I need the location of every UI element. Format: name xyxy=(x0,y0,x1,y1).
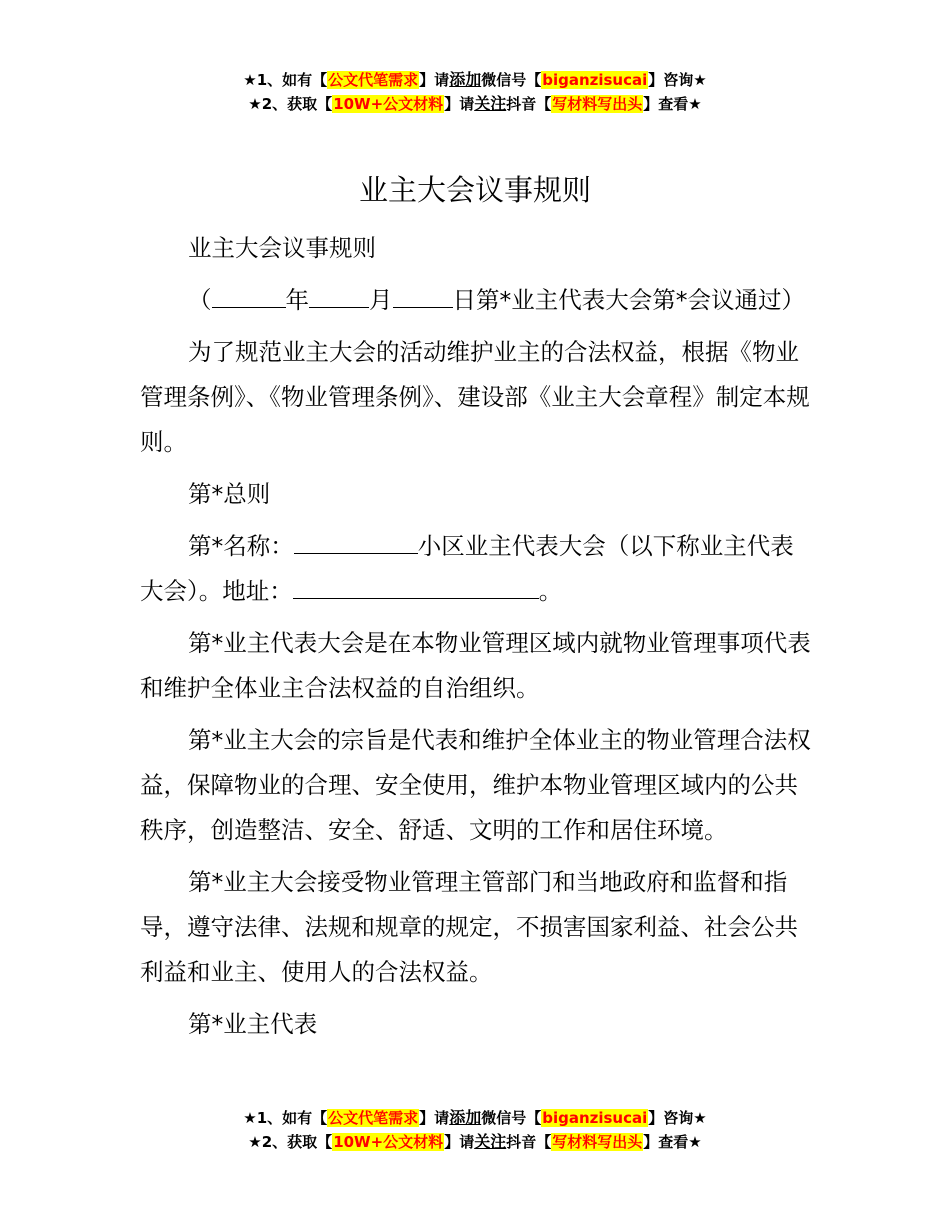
chapter-representatives: 第*业主代表 xyxy=(188,1010,318,1038)
highlight-service: 公文代笔需求 xyxy=(328,71,419,89)
highlight-douyin-id: 写材料写出头 xyxy=(552,1133,643,1151)
paragraph-supervision: 第*业主大会接受物业管理主管部门和当地政府和监督和指导，遵守法律、法规和规章的规定，不损害国家利益、社会公共利益和业主、使用人的合法权益。 xyxy=(140,868,798,986)
highlight-wechat-id: biganzisucai xyxy=(542,1109,648,1127)
blank-address xyxy=(293,572,539,599)
banner-text: 】查看★ xyxy=(643,95,702,113)
highlight-service: 公文代笔需求 xyxy=(328,1109,419,1127)
paragraph-organization: 第*业主代表大会是在本物业管理区域内就物业管理事项代表和维护全体业主合法权益的自治组织。 xyxy=(140,629,811,702)
highlight-materials: 10W+公文材料 xyxy=(333,95,444,113)
paren-open: （ xyxy=(188,286,212,314)
banner-emphasis: 添加 xyxy=(449,70,482,89)
blank-day xyxy=(393,281,453,308)
blank-community-name xyxy=(294,527,418,554)
label-year: 年 xyxy=(285,286,309,314)
banner-text: ★2、获取【 xyxy=(248,1133,333,1151)
header-banner xyxy=(0,68,950,116)
banner-text: 】咨询★ xyxy=(648,71,707,89)
chapter-general: 第*总则 xyxy=(188,480,271,508)
highlight-wechat-id: biganzisucai xyxy=(542,71,648,89)
banner-text: 微信号【 xyxy=(481,1109,542,1127)
banner-text: 】咨询★ xyxy=(648,1109,707,1127)
banner-line-2 xyxy=(0,92,950,116)
paragraph-name-address xyxy=(140,524,815,614)
paragraph-purpose: 为了规范业主大会的活动维护业主的合法权益，根据《物业管理条例》、《物业管理条例》、建设部《业主大会章程》制定本规则。 xyxy=(140,338,810,456)
highlight-douyin-id: 写材料写出头 xyxy=(552,95,643,113)
banner-text: ★1、如有【 xyxy=(243,71,328,89)
banner-line-2 xyxy=(0,1130,950,1154)
document-subtitle: 业主大会议事规则 xyxy=(188,234,376,262)
adoption-note xyxy=(140,278,815,323)
document-title: 业主大会议事规则 xyxy=(358,173,591,207)
banner-text: ★2、获取【 xyxy=(248,95,333,113)
name-mid: 小区业主代表大会（以下称业主代表大会）。地址： xyxy=(140,532,794,605)
banner-emphasis: 关注 xyxy=(474,94,507,113)
banner-text: 微信号【 xyxy=(481,71,542,89)
banner-text: 】请 xyxy=(419,71,450,89)
blank-month xyxy=(309,281,369,308)
document-body xyxy=(140,226,815,1054)
paragraph-mission: 第*业主大会的宗旨是代表和维护全体业主的物业管理合法权益，保障物业的合理、安全使用，维护本物业管理区域内的公共秩序，创造整洁、安全、舒适、文明的工作和居住环境。 xyxy=(140,726,811,844)
highlight-materials: 10W+公文材料 xyxy=(333,1133,444,1151)
banner-text: 】请 xyxy=(444,1133,475,1151)
label-month: 月 xyxy=(369,286,393,314)
banner-text: 】请 xyxy=(444,95,475,113)
banner-text: 】请 xyxy=(419,1109,450,1127)
name-label: 第*名称： xyxy=(188,532,294,560)
banner-text: 抖音【 xyxy=(506,95,552,113)
banner-text: ★1、如有【 xyxy=(243,1109,328,1127)
name-suffix: 。 xyxy=(538,577,563,605)
banner-line-1 xyxy=(0,1106,950,1130)
banner-emphasis: 关注 xyxy=(474,1132,507,1151)
banner-text: 抖音【 xyxy=(506,1133,552,1151)
blank-year xyxy=(212,281,286,308)
adoption-rest: 日第*业主代表大会第*会议通过） xyxy=(452,286,805,314)
banner-emphasis: 添加 xyxy=(449,1108,482,1127)
banner-text: 】查看★ xyxy=(643,1133,702,1151)
banner-line-1 xyxy=(0,68,950,92)
footer-banner xyxy=(0,1106,950,1154)
